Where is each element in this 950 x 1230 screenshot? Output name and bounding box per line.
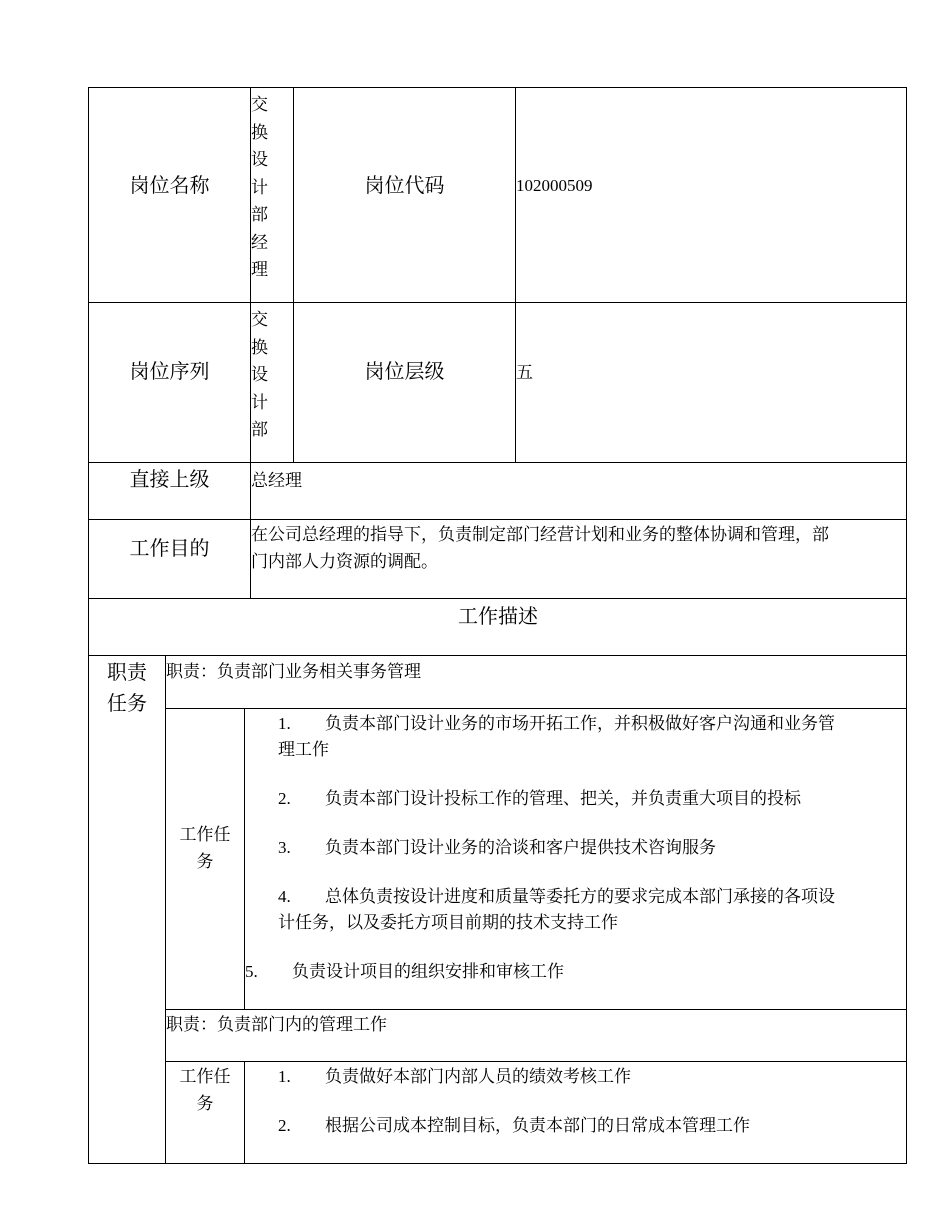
position-level-label: 岗位层级 bbox=[364, 361, 445, 383]
item-text: 负责设计项目的组织安排和审核工作 bbox=[292, 962, 564, 981]
purpose-label: 工作目的 bbox=[129, 538, 210, 560]
item-number: 1. bbox=[278, 1067, 291, 1086]
row-divider bbox=[165, 708, 907, 709]
item-text: 总体负责按设计进度和质量等委托方的要求完成本部门承接的各项设 bbox=[325, 887, 835, 906]
duty-1-task-label-line-2: 务 bbox=[196, 852, 214, 871]
list-item bbox=[278, 1115, 750, 1137]
duty-2-task-label-line-2: 务 bbox=[196, 1094, 214, 1113]
row-divider bbox=[88, 519, 907, 520]
item-number: 1. bbox=[278, 714, 291, 733]
purpose-line-1: 在公司总经理的指导下，负责制定部门经营计划和业务的整体协调和管理，部 bbox=[251, 525, 829, 544]
row-divider bbox=[88, 302, 907, 303]
duty-1-title: 职责：负责部门业务相关事务管理 bbox=[166, 662, 421, 681]
duty-2-title: 职责：负责部门内的管理工作 bbox=[166, 1015, 387, 1034]
item-text: 负责本部门设计业务的市场开拓工作，并积极做好客户沟通和业务管 bbox=[325, 714, 835, 733]
item-number: 2. bbox=[278, 1116, 291, 1135]
item-text: 负责本部门设计投标工作的管理、把关，并负责重大项目的投标 bbox=[325, 789, 801, 808]
duty-1-task-label-line-1: 工作任 bbox=[179, 825, 231, 844]
col-divider bbox=[293, 87, 294, 463]
col-divider bbox=[244, 1061, 245, 1164]
col-divider bbox=[515, 87, 516, 463]
position-name-value: 交换设计部经理 bbox=[251, 95, 268, 279]
supervisor-value: 总经理 bbox=[251, 471, 302, 490]
row-divider bbox=[88, 598, 907, 599]
duties-label-line-1: 职责 bbox=[107, 662, 147, 684]
list-item bbox=[278, 837, 716, 859]
row-divider bbox=[88, 462, 907, 463]
supervisor-label: 直接上级 bbox=[129, 469, 210, 491]
purpose-line-2: 门内部人力资源的调配。 bbox=[251, 552, 438, 571]
row-divider bbox=[165, 1061, 907, 1062]
item-text: 根据公司成本控制目标，负责本部门的日常成本管理工作 bbox=[325, 1116, 750, 1135]
position-series-value: 交换设计部 bbox=[251, 310, 268, 439]
item-number: 5. bbox=[245, 962, 258, 981]
description-title: 工作描述 bbox=[458, 606, 538, 628]
item-number: 2. bbox=[278, 789, 291, 808]
list-item bbox=[278, 713, 835, 735]
duties-label-line-2: 任务 bbox=[107, 693, 147, 715]
list-item bbox=[278, 886, 835, 908]
item-number: 3. bbox=[278, 838, 291, 857]
list-item-continuation: 理工作 bbox=[278, 740, 329, 759]
position-level-value: 五 bbox=[516, 363, 533, 382]
list-item bbox=[278, 788, 801, 810]
item-text: 负责做好本部门内部人员的绩效考核工作 bbox=[325, 1067, 631, 1086]
list-item-continuation: 计任务，以及委托方项目前期的技术支持工作 bbox=[278, 913, 618, 932]
item-number: 4. bbox=[278, 887, 291, 906]
position-code-label: 岗位代码 bbox=[364, 175, 445, 197]
row-divider bbox=[165, 1009, 907, 1010]
position-code-value: 102000509 bbox=[516, 176, 593, 195]
list-item bbox=[278, 1066, 631, 1088]
position-series-label: 岗位序列 bbox=[129, 361, 210, 383]
item-text: 负责本部门设计业务的洽谈和客户提供技术咨询服务 bbox=[325, 838, 716, 857]
duty-2-task-label-line-1: 工作任 bbox=[179, 1067, 231, 1086]
position-name-label: 岗位名称 bbox=[129, 175, 210, 197]
list-item bbox=[245, 961, 564, 983]
row-divider bbox=[88, 655, 907, 656]
